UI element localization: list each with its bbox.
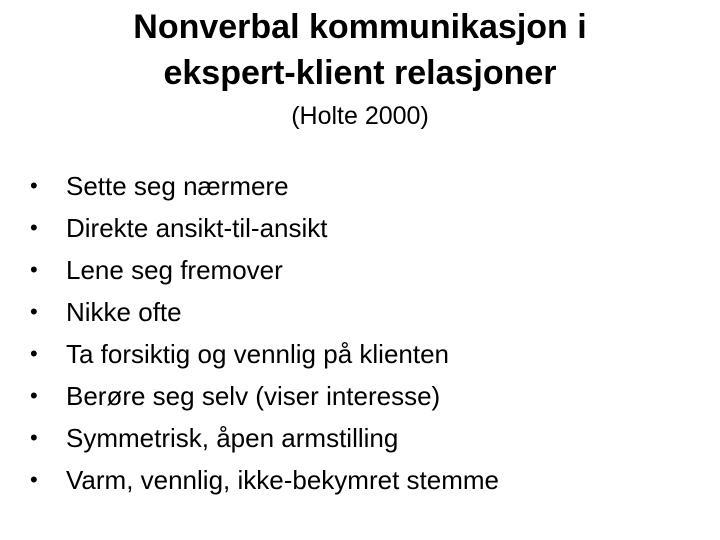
slide-title [0, 4, 720, 96]
title-line-1: Nonverbal kommunikasjon i [133, 8, 587, 46]
bullet-icon: • [30, 299, 38, 324]
bullet-item-3 [30, 249, 499, 291]
bullet-text: Symmetrisk, åpen armstilling [66, 422, 399, 453]
bullet-item-8 [30, 459, 499, 501]
bullet-icon: • [30, 257, 38, 282]
bullet-item-5 [30, 333, 499, 375]
bullet-icon: • [30, 467, 38, 492]
bullet-item-6 [30, 375, 499, 417]
bullet-list [30, 165, 499, 501]
bullet-item-7 [30, 417, 499, 459]
bullet-icon: • [30, 173, 38, 198]
title-line-2: ekspert-klient relasjoner [163, 54, 557, 92]
bullet-text: Sette seg nærmere [66, 170, 289, 201]
slide-subtitle: (Holte 2000) [291, 102, 429, 130]
bullet-item-4 [30, 291, 499, 333]
bullet-text: Direkte ansikt-til-ansikt [66, 212, 328, 243]
bullet-icon: • [30, 383, 38, 408]
bullet-icon: • [30, 425, 38, 450]
bullet-icon: • [30, 341, 38, 366]
bullet-text: Berøre seg selv (viser interesse) [66, 380, 441, 411]
bullet-icon: • [30, 215, 38, 240]
bullet-text: Lene seg fremover [66, 254, 283, 285]
bullet-text: Varm, vennlig, ikke-bekymret stemme [66, 464, 499, 495]
bullet-text: Ta forsiktig og vennlig på klienten [66, 338, 450, 369]
bullet-item-2 [30, 207, 499, 249]
bullet-text: Nikke ofte [66, 296, 182, 327]
bullet-item-1 [30, 165, 499, 207]
